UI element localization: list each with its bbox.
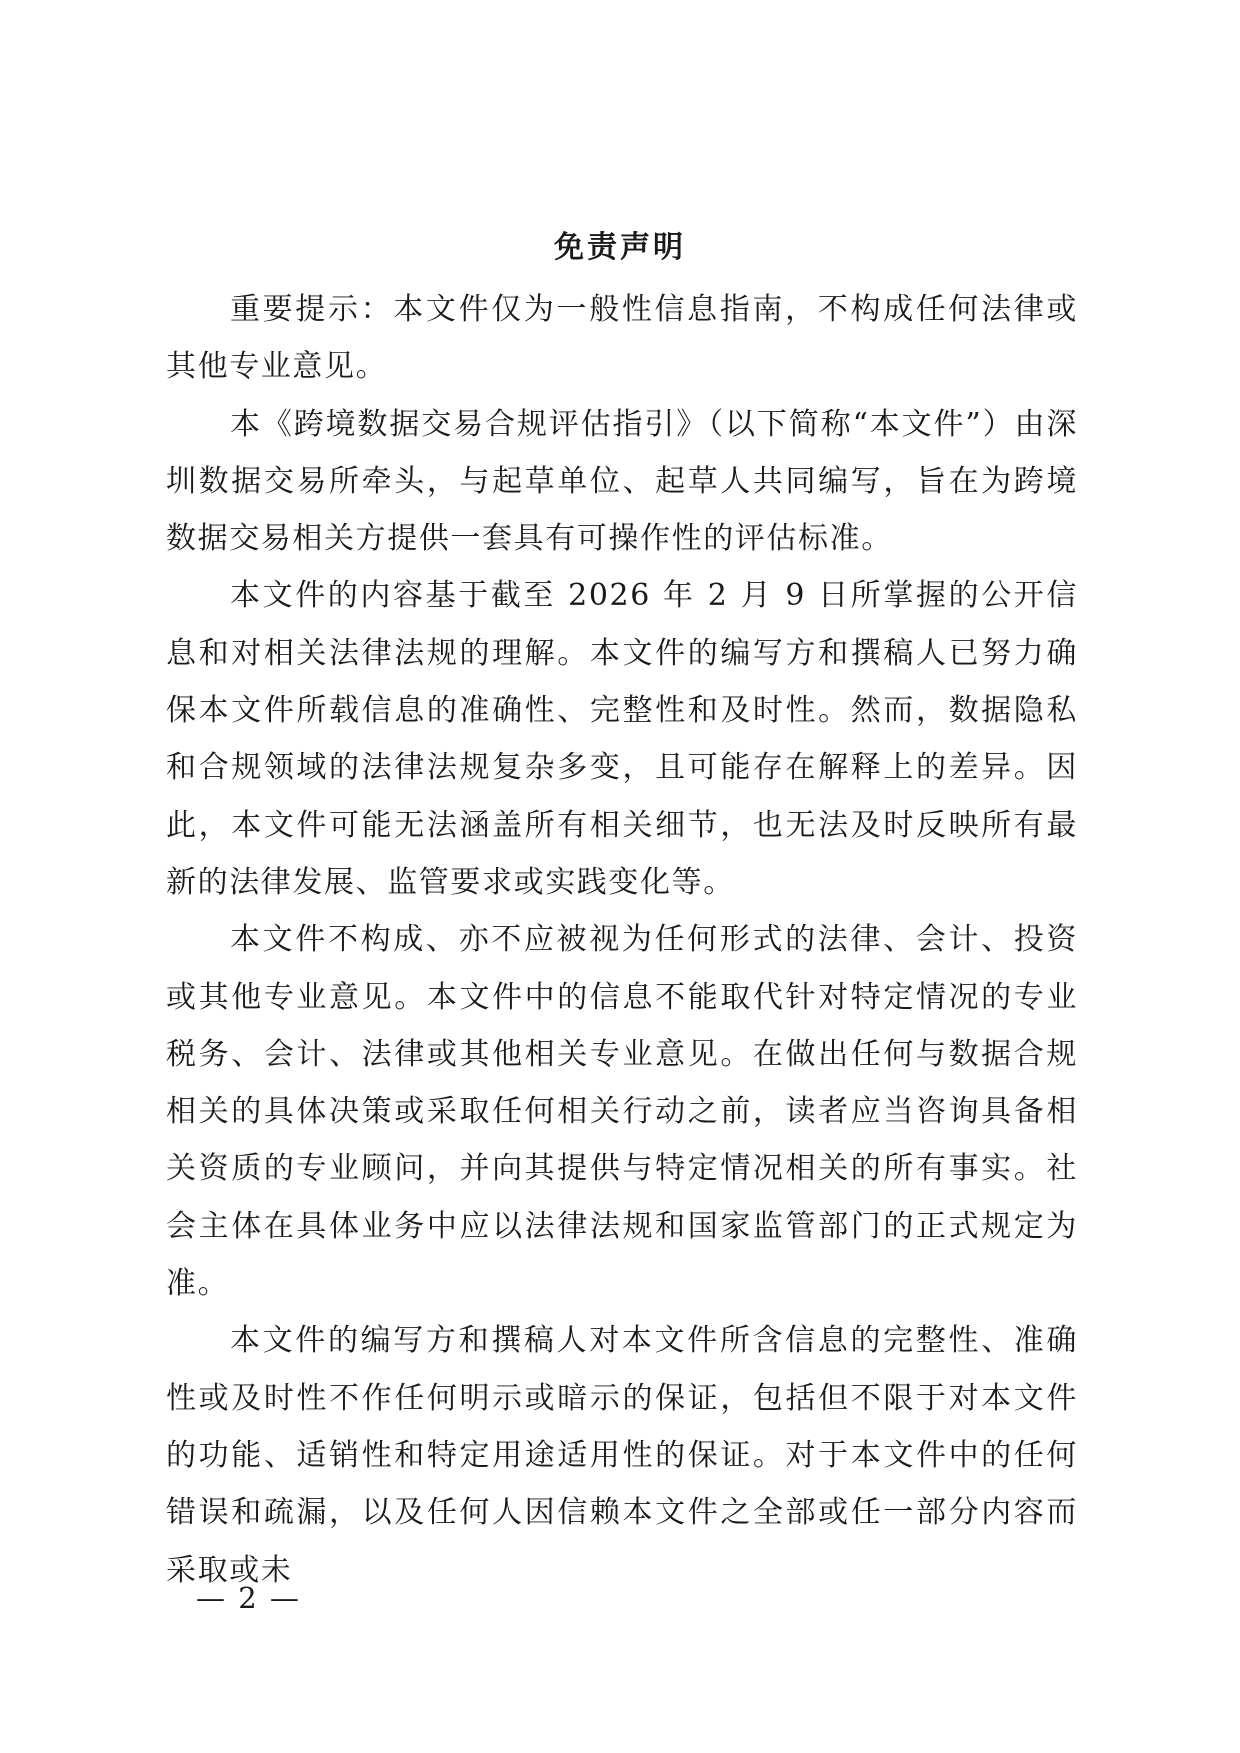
paragraph-important-notice: 重要提示：本文件仅为一般性信息指南，不构成任何法律或其他专业意见。 <box>166 292 1078 385</box>
paragraph-no-warranty: 本文件的编写方和撰稿人对本文件所含信息的完整性、准确性或及时性不作任何明示或暗示的保证，包括但不限于对本文件的功能、适销性和特定用途适用性的保证。对于本文件中的任何错误和疏漏，以及任何人因信赖本文件之全部或任一部分内容而采取或未 <box>166 1323 1078 1588</box>
paragraph-document-purpose: 本《跨境数据交易合规评估指引》（以下简称“本文件”）由深圳数据交易所牵头，与起草单位、起草人共同编写，旨在为跨境数据交易相关方提供一套具有可操作性的评估标准。 <box>166 406 1078 557</box>
page-title: 免责声明 <box>554 230 686 265</box>
disclaimer-body <box>166 281 1078 1599</box>
page-number: — 2 — <box>196 1581 301 1615</box>
paragraph-information-basis: 本文件的内容基于截至 2026 年 2 月 9 日所掌握的公开信息和对相关法律法规的理解。本文件的编写方和撰稿人已努力确保本文件所载信息的准确性、完整性和及时性。然而，数据隐私和合规领域的法律法规复杂多变，且可能存在解释上的差异。因此，本文件可能无法涵盖所有相关细节，也无法及时反映所有最新的法律发展、监管要求或实践变化等。 <box>166 578 1078 900</box>
paragraph-not-professional-advice: 本文件不构成、亦不应被视为任何形式的法律、会计、投资或其他专业意见。本文件中的信息不能取代针对特定情况的专业税务、会计、法律或其他相关专业意见。在做出任何与数据合规相关的具体决策或采取任何相关行动之前，读者应当咨询具备相关资质的专业顾问，并向其提供与特定情况相关的所有事实。社会主体在具体业务中应以法律法规和国家监管部门的正式规定为准。 <box>166 922 1078 1302</box>
